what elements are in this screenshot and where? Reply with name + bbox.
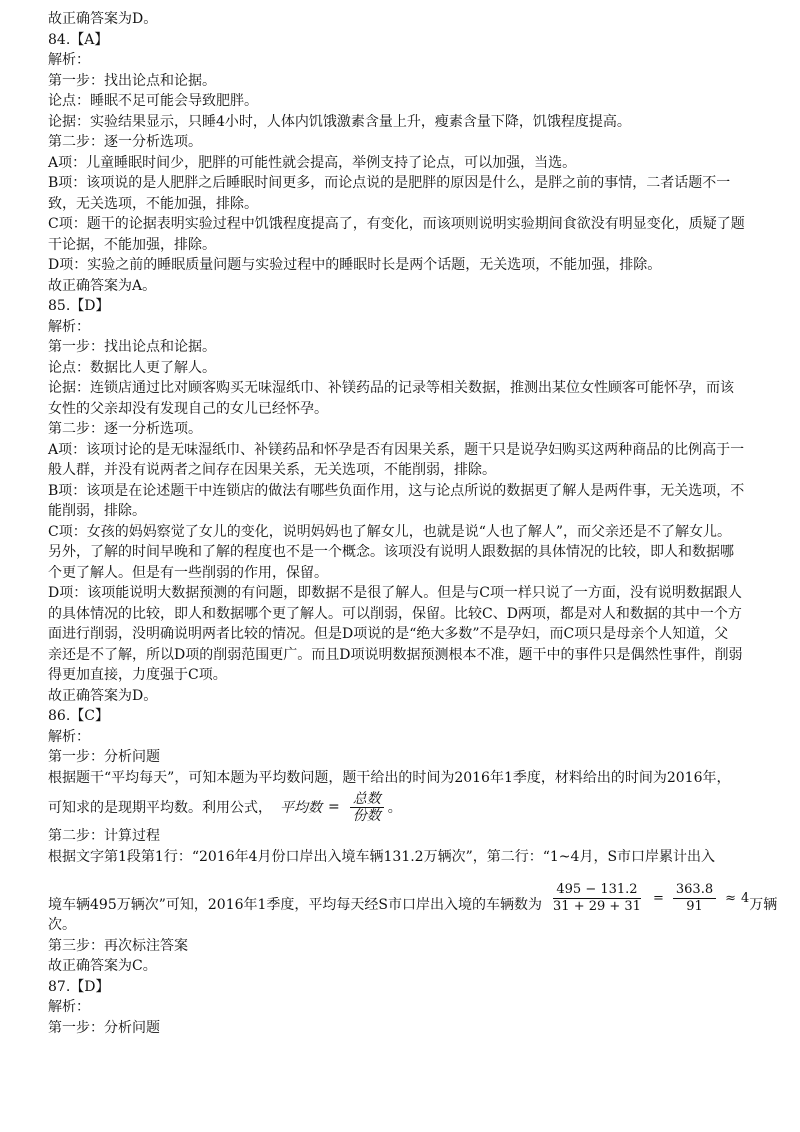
text-line: 次。 xyxy=(48,917,76,933)
text-line: 解析： xyxy=(48,318,90,335)
text-line: 解析： xyxy=(48,728,90,745)
calc-numerator-1: 495 − 131.2 xyxy=(553,882,640,899)
text-line: 个更了解人。但是有一些削弱的作用，保留。 xyxy=(48,564,328,581)
calc-tail: 万辆 xyxy=(749,896,778,913)
text-line: D项：实验之前的睡眠质量问题与实验过程中的睡眠时长是两个话题，无关选项，不能加强，排除。 xyxy=(48,257,662,273)
text-line: 第二步：逐一分析选项。 xyxy=(48,421,202,437)
text-line: 般人群，并没有说两者之间存在因果关系，无关选项，不能削弱，排除。 xyxy=(48,462,496,478)
text-line: 第二步：计算过程 xyxy=(48,828,160,844)
text-line: 根据文字第1段第1行：“2016年4月份口岸出入境车辆131.2万辆次”，第二行：“1~4月，S市口岸累计出入 xyxy=(48,848,716,865)
text-line: 干论据，不能加强，排除。 xyxy=(48,236,216,253)
formula-numerator: 总数 xyxy=(350,791,384,808)
text-block-3 xyxy=(48,915,752,1038)
text-line: 得更加直接，力度强于C项。 xyxy=(48,667,227,683)
text-line: A项：该项讨论的是无味湿纸巾、补镁药品和怀孕是否有因果关系，题干只是说孕妇购买这两种商品的比例高于一 xyxy=(48,441,745,458)
text-line: 另外，了解的时间早晚和了解的程度也不是一个概念。该项没有说明人跟数据的具体情况的比较，即人和数据哪 xyxy=(48,544,734,560)
formula-line-text: 可知求的是现期平均数。利用公式， xyxy=(48,800,272,816)
text-line: 84.【A】 xyxy=(48,31,109,48)
calc-formula xyxy=(546,882,749,915)
calc-denominator-2: 91 xyxy=(686,899,703,914)
formula-fraction xyxy=(350,791,384,824)
text-line: 第一步：找出论点和论据。 xyxy=(48,339,216,355)
text-line: 第一步：找出论点和论据。 xyxy=(48,72,216,89)
calc-approx: ≈ xyxy=(725,891,736,906)
text-line: 致，无关选项，不能加强，排除。 xyxy=(48,195,258,212)
formula-line xyxy=(48,788,752,826)
text-line: 论据：连锁店通过比对顾客购买无味湿纸巾、补镁药品的记录等相关数据，推测出某位女性顾客可能怀孕，而该 xyxy=(48,380,734,396)
text-line: 故正确答案为A。 xyxy=(48,277,157,294)
text-line: B项：该项说的是人肥胖之后睡眠时间更多，而论点说的是肥胖的原因是什么，是胖之前的事情，二者话题不一 xyxy=(48,175,731,191)
text-line: 论据：实验结果显示，只睡4小时，人体内饥饿激素含量上升，瘦素含量下降，饥饿程度提高。 xyxy=(48,113,631,130)
text-line: 论点：睡眠不足可能会导致肥胖。 xyxy=(48,93,258,109)
text-line: 87.【D】 xyxy=(48,978,110,995)
text-line: 第三步：再次标注答案 xyxy=(48,937,188,954)
text-line: 亲还是不了解，所以D项的削弱范围更广。而且D项说明数据预测根本不准，题干中的事件只是偶然性事件，削弱 xyxy=(48,646,743,663)
calc-line-text: 境车辆495万辆次”可知，2016年1季度，平均每天经S市口岸出入境的车辆数为 xyxy=(48,896,543,913)
text-line: 故正确答案为D。 xyxy=(48,687,158,704)
text-line: 第二步：逐一分析选项。 xyxy=(48,134,202,150)
text-line: 女性的父亲却没有发现自己的女儿已经怀孕。 xyxy=(48,400,328,417)
text-line: 根据题干“平均每天”，可知本题为平均数问题，题干给出的时间为2016年1季度，材料给出的时间为2016年， xyxy=(48,769,731,786)
text-line: 故正确答案为C。 xyxy=(48,958,157,974)
calc-equals: = xyxy=(652,891,664,906)
text-line: 第一步：分析问题 xyxy=(48,749,160,765)
text-line: 故正确答案为D。 xyxy=(48,11,158,27)
text-line: 的具体情况的比较，即人和数据哪个更了解人。可以削弱，保留。比较C、D两项，都是对人和数据的其中一个方 xyxy=(48,605,742,622)
text-line: 第一步：分析问题 xyxy=(48,1019,160,1036)
formula-lhs: 平均数 xyxy=(280,800,322,816)
text-line: A项：儿童睡眠时间少，肥胖的可能性就会提高，举例支持了论点，可以加强，当选。 xyxy=(48,154,577,171)
text-block-2 xyxy=(48,826,752,867)
text-block-1 xyxy=(48,9,752,788)
formula-equals: = xyxy=(328,799,340,815)
average-formula xyxy=(280,791,388,824)
text-line: 86.【C】 xyxy=(48,708,109,724)
text-line: C项：女孩的妈妈察觉了女儿的变化，说明妈妈也了解女儿，也就是说“人也了解人”，而父亲还是不了解女儿。 xyxy=(48,523,732,540)
text-line: C项：题干的论据表明实验过程中饥饿程度提高了，有变化，而该项则说明实验期间食欲没有明显变化，质疑了题 xyxy=(48,216,745,232)
formula-denominator: 份数 xyxy=(352,807,381,824)
text-line: D项：该项能说明大数据预测的有问题，即数据不是很了解人。但是与C项一样只说了一方面，没有说明数据跟人 xyxy=(48,585,742,601)
text-line: 解析： xyxy=(48,52,90,68)
calc-fraction-2 xyxy=(673,882,716,915)
text-line: 论点：数据比人更了解人。 xyxy=(48,359,216,376)
calc-line xyxy=(48,867,778,915)
calc-fraction-1 xyxy=(550,882,644,915)
text-line: 能削弱，排除。 xyxy=(48,503,146,519)
formula-tail: 。 xyxy=(387,800,402,816)
text-line: 85.【D】 xyxy=(48,298,110,314)
text-line: 解析： xyxy=(48,999,90,1015)
calc-result: 4 xyxy=(741,891,750,906)
text-line: 面进行削弱，没明确说明两者比较的情况。但是D项说的是“绝大多数”不是孕妇，而C项只是母亲个人知道，父 xyxy=(48,626,729,642)
text-line: B项：该项是在论述题干中连锁店的做法有哪些负面作用，这与论点所说的数据更了解人是两件事，无关选项，不 xyxy=(48,482,745,499)
calc-denominator-1: 31 + 29 + 31 xyxy=(553,899,641,914)
calc-numerator-2: 363.8 xyxy=(673,882,716,899)
